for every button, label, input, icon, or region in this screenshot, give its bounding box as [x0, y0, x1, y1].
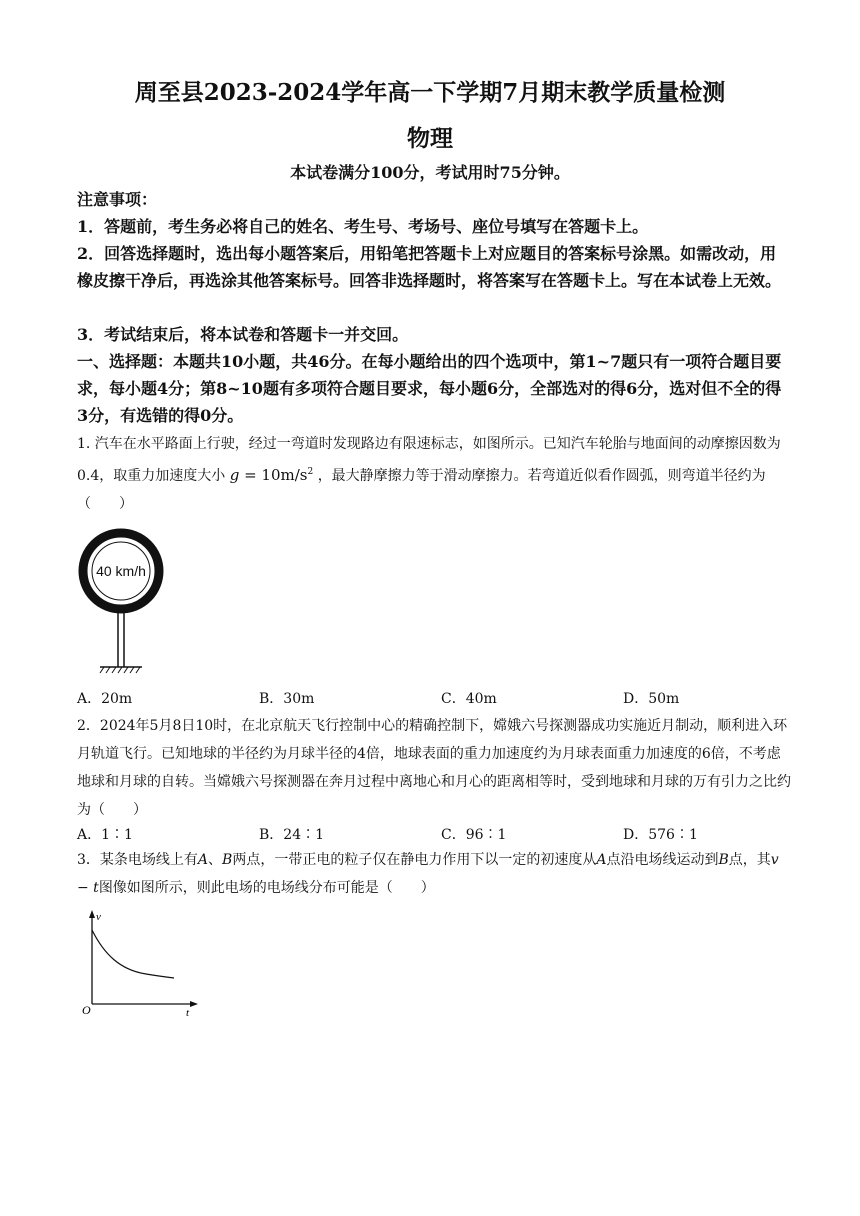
q3-text-c: 点沿电场线运动到: [606, 852, 719, 868]
exam-title: 周至县2023-2024学年高一下学期7月期末教学质量检测: [134, 79, 726, 106]
exam-info: 本试卷满分100分，考试用时75分钟。: [290, 163, 570, 182]
section-1-heading: 一、选择题：本题共10小题，共46分。在每小题给出的四个选项中，第1~7题只有一项符合题目要求，每小题4分；第8~10题有多项符合题目要求，每小题6分，全部选对的得6分，选对但不全的得3分，有选错的得0分。: [77, 352, 782, 425]
q3-vt: v − t: [77, 852, 779, 896]
q1-text-b: ，最大静摩擦力等于滑动摩擦力。若弯道近似看作圆弧，则弯道半径约为（ ）: [77, 468, 766, 512]
q3-point-a: A: [197, 852, 209, 868]
q2-option-d[interactable]: D．576∶1: [623, 827, 698, 843]
graph-y-arrow: [89, 910, 95, 918]
graph-curve: [92, 930, 174, 978]
note-item-1: 1．答题前，考生务必将自己的姓名、考生号、考场号、座位号填写在答题卡上。: [77, 217, 649, 236]
question-3-text: [77, 846, 792, 902]
graph-y-label: v: [96, 911, 101, 923]
subject-title: 物理: [407, 125, 453, 152]
ground-hatching: [100, 667, 140, 673]
q3-point-b: B: [222, 852, 233, 868]
speed-limit-sign-figure: [76, 528, 166, 678]
v-t-graph-figure: [78, 908, 208, 1016]
q1-option-c[interactable]: C．40m: [441, 691, 497, 707]
q1-formula-g: g: [229, 466, 240, 484]
q3-text-b: 两点，一带正电的粒子仅在静电力作用下以一定的初速度从: [232, 852, 597, 868]
note-item-3: 3．考试结束后，将本试卷和答题卡一并交回。: [77, 325, 409, 344]
question-2-text: 2．2024年5月8日10时，在北京航天飞行控制中心的精确控制下，嫦娥六号探测器成功实施近月制动，顺利进入环月轨道飞行。已知地球的半径约为月球半径的4倍，地球表面的重力加速度约为月球表面重力加速度的6倍，不考虑地球和月球的自转。当嫦娥六号探测器在奔月过程中离地心和月心的距离相等时，受到地球和月球的万有引力之比约为（ ）: [77, 718, 791, 818]
q3-text-d: 点，其: [728, 852, 771, 868]
q2-option-b[interactable]: B．24∶1: [259, 827, 325, 843]
q1-formula-eq: = 10m/s: [239, 466, 308, 484]
q1-option-b[interactable]: B．30m: [259, 691, 315, 707]
question-1-options: [77, 688, 792, 712]
note-item-2: 2．回答选择题时，选出每小题答案后，用铅笔把答题卡上对应题目的答案标号涂黑。如需改动，用橡皮擦干净后，再选涂其他答案标号。回答非选择题时，将答案写在答题卡上。写在本试卷上无效。: [77, 244, 782, 290]
notes-heading: 注意事项：: [77, 190, 158, 209]
question-2-options: [77, 824, 792, 848]
q1-formula-sup: 2: [307, 467, 314, 477]
q1-formula: [230, 466, 314, 484]
q3-text-e: 图像如图所示，则此电场的电场线分布可能是（ ）: [98, 880, 435, 896]
q2-option-c[interactable]: C．96∶1: [441, 827, 507, 843]
q1-option-a[interactable]: A．20m: [77, 691, 133, 707]
q3-sep: 、: [208, 852, 223, 868]
q2-option-a[interactable]: A．1∶1: [77, 827, 133, 843]
q3-point-b-2: B: [718, 852, 729, 868]
graph-x-label: t: [186, 1007, 190, 1016]
question-1-text: [77, 430, 792, 518]
q1-text-a: 1. 汽车在水平路面上行驶，经过一弯道时发现路边有限速标志，如图所示。已知汽车轮胎与地面间的动摩擦因数为0.4，取重力加速度大小: [77, 436, 781, 484]
q1-option-d[interactable]: D．50m: [623, 691, 680, 707]
q3-text-a: 3．某条电场线上有: [77, 852, 198, 868]
graph-origin-label: O: [82, 1003, 91, 1016]
sign-speed-text: 40 km/h: [96, 563, 146, 579]
graph-x-arrow: [190, 1001, 198, 1007]
q3-point-a-2: A: [596, 852, 607, 868]
